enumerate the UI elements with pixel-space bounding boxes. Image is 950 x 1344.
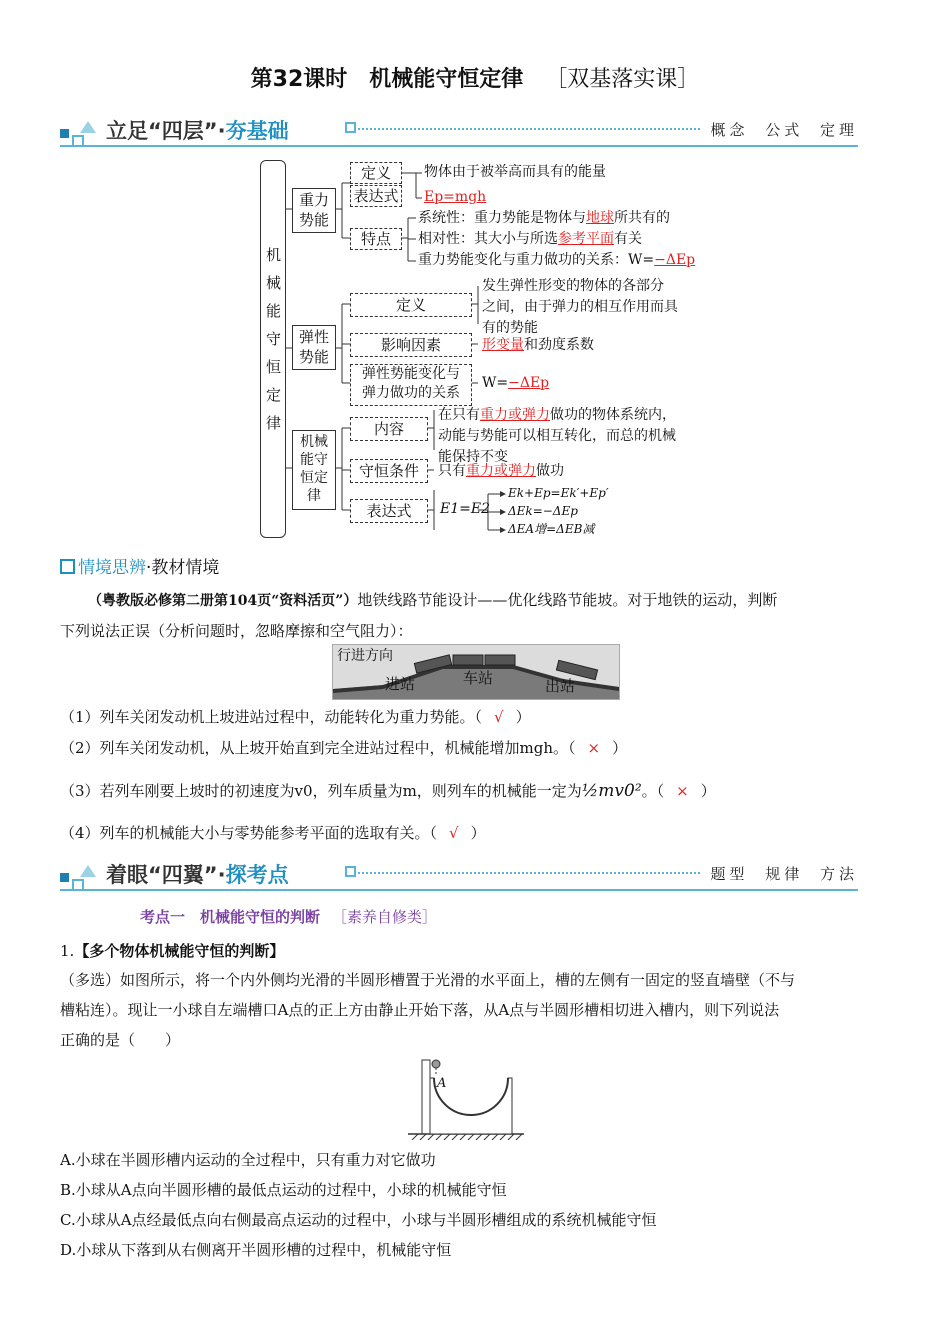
conservation-condition-label: 守恒条件 [350, 459, 428, 483]
gravity-feature-2: 相对性：其大小与所选参考平面有关 [418, 231, 642, 247]
conservation-content-2: 动能与势能可以相互转化，而总的机械 [438, 428, 676, 444]
banner-square-icon [60, 129, 69, 138]
semicircle-groove-figure [408, 1056, 524, 1140]
option-a[interactable]: A.小球在半圆形槽内运动的全过程中，只有重力对它做功 [60, 1151, 436, 1169]
gravity-def-text: 物体由于被举高而具有的能量 [424, 164, 606, 180]
figure-out-label: 出站 [545, 677, 576, 695]
problem-heading: 1.【多个物体机械能守恒的判断】 [60, 942, 285, 960]
elastic-def-line-2: 之间，由于弹力的相互作用而具 [482, 299, 678, 315]
banner-keywords: 题型 规律 方法 [702, 863, 858, 884]
judgment-item-3: （3）若列车刚要上坡时的初速度为v0，列车质量为m，则列车的机械能一定为½mv0²。（ × ） [60, 781, 716, 801]
figure-station-label: 车站 [463, 669, 494, 687]
elastic-relation-text: W=−ΔEp [482, 375, 550, 391]
option-d[interactable]: D.小球从下落到从右侧离开半圆形槽的过程中，机械能守恒 [60, 1241, 452, 1259]
gravity-expr-label: 表达式 [350, 185, 402, 207]
elastic-relation-label: 弹性势能变化与 弹力做功的关系 [350, 364, 472, 406]
kinetic-energy-formula: ½mv0² [581, 781, 642, 801]
point-a-label: A [437, 1076, 447, 1091]
checkbox-square-icon [60, 559, 75, 574]
metro-station-figure [332, 644, 620, 700]
scenario-heading: 情境思辨·教材情境 [60, 556, 219, 580]
concept-mindmap [256, 158, 706, 542]
elastic-factor-text: 形变量和劲度系数 [482, 337, 594, 353]
section-banner-exam [60, 857, 858, 891]
judgment-item-4: （4）列车的机械能大小与零势能参考平面的选取有关。（ √ ） [60, 824, 486, 842]
gravity-expr-text: Ep=mgh [424, 189, 487, 205]
section-banner-foundation [60, 113, 858, 147]
title-main: 第32课时 机械能守恒定律 [250, 67, 524, 92]
banner-title: 立足“四层”· [106, 119, 226, 143]
conservation-expr-2: ΔEk=−ΔEp [508, 504, 578, 518]
title-tag: ［双基落实课］ [545, 67, 700, 92]
banner-accent: 夯基础 [225, 119, 289, 143]
groove-diagram [408, 1056, 524, 1140]
answer-options [60, 1145, 892, 1265]
gravity-def-label: 定义 [350, 162, 402, 184]
elastic-def-line-3: 有的势能 [482, 320, 538, 336]
conservation-expr-label: 表达式 [350, 499, 428, 523]
figure-direction-label: 行进方向 [337, 648, 393, 664]
figure-in-label: 进站 [385, 675, 416, 693]
topic-heading: 考点一 机械能守恒的判断 ［素养自修类］ [140, 908, 438, 926]
conservation-expr-3: ΔEA增=ΔEB减 [508, 522, 595, 536]
elastic-potential-node: 弹性势能 [292, 325, 336, 370]
gravity-feature-3: 重力势能变化与重力做功的关系：W=−ΔEp [418, 252, 696, 268]
conservation-node: 机械能守恒定律 [292, 430, 336, 510]
banner-triangle-icon [80, 121, 96, 133]
gravity-potential-node: 重力势能 [292, 188, 336, 233]
mindmap-root: 机械能守恒定律 [260, 160, 286, 538]
gravity-feature-label: 特点 [350, 228, 402, 250]
elastic-def-label: 定义 [350, 293, 472, 317]
option-b[interactable]: B.小球从A点向半圆形槽的最低点运动的过程中，小球的机械能守恒 [60, 1181, 507, 1199]
scenario-paragraph: （粤教版必修第二册第104页“资料活页”）地铁线路节能设计——优化线路节能坡。对于地铁的运动，判断 下列说法正误（分析问题时，忽略摩擦和空气阻力）： [60, 591, 778, 640]
option-c[interactable]: C.小球从A点经最低点向右侧最高点运动的过程中，小球与半圆形槽组成的系统机械能守恒 [60, 1211, 657, 1229]
conservation-expr-main: E1=E2 [440, 501, 490, 517]
conservation-content-label: 内容 [350, 417, 428, 441]
conservation-expr-1: Ek+Ep=Ek′+Ep′ [508, 486, 609, 500]
elastic-def-line-1: 发生弹性形变的物体的各部分 [482, 278, 664, 294]
problem-stem: （多选）如图所示，将一个内外侧均光滑的半圆形槽置于光滑的水平面上，槽的左侧有一固定的竖直墙壁（不与 槽粘连）。现让一小球自左端槽口A点的正上方由静止开始下落，从A点与半圆形槽相切进入槽内，则下列说法 正确的是（ ） [60, 971, 796, 1049]
banner-accent: 探考点 [225, 863, 289, 887]
conservation-condition-text: 只有重力或弹力做功 [438, 463, 564, 479]
page-title [0, 62, 950, 93]
conservation-content-3: 能保持不变 [438, 449, 508, 465]
elastic-factor-label: 影响因素 [350, 333, 472, 357]
judgment-item-1: （1）列车关闭发动机上坡进站过程中，动能转化为重力势能。（ √ ） [60, 708, 531, 726]
banner-title: 着眼“四翼”· [106, 863, 226, 887]
banner-triangle-icon [80, 865, 96, 877]
banner-square-icon [60, 873, 69, 882]
judgment-item-2: （2）列车关闭发动机，从上坡开始直到完全进站过程中，机械能增加mgh。（ × ） [60, 739, 628, 757]
gravity-feature-1: 系统性：重力势能是物体与地球所共有的 [418, 210, 670, 226]
conservation-content-1: 在只有重力或弹力做功的物体系统内， [438, 407, 676, 423]
banner-keywords: 概念 公式 定理 [702, 119, 858, 140]
